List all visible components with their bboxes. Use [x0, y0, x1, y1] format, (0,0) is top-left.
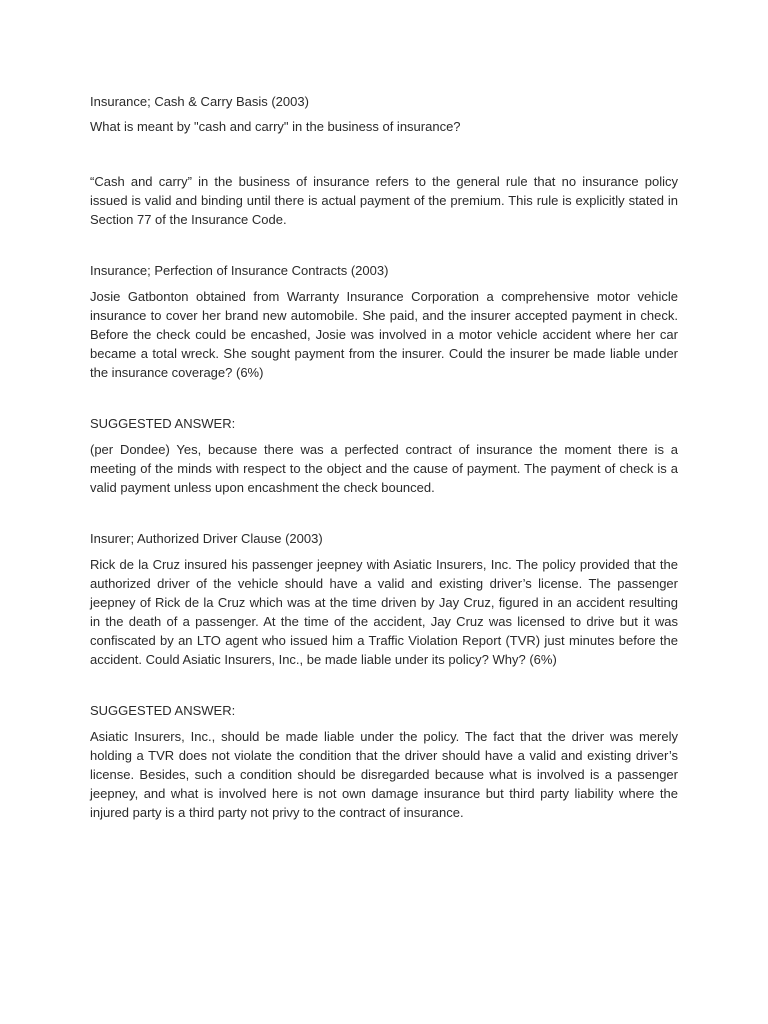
- section-heading: Insurance; Perfection of Insurance Contracts (2003): [90, 263, 389, 278]
- answer-text: Asiatic Insurers, Inc., should be made liable under the policy. The fact that the driver was merely holding a TVR does not violate the condition that the driver should have a valid and existing driver’s license. Besides, such a condition should be disregarded because what is involved is a passenger jeepney, and what is involved here is not own damage insurance but third party liability where the injured party is a third party not privy to the contract of insurance.: [90, 729, 678, 820]
- section-heading: Insurer; Authorized Driver Clause (2003): [90, 531, 323, 546]
- section-heading: Insurance; Cash & Carry Basis (2003): [90, 94, 309, 109]
- answer-text: (per Dondee) Yes, because there was a perfected contract of insurance the moment there is a meeting of the minds with respect to the object and the cause of payment. The payment of check is a valid payment unless upon encashment the check bounced.: [90, 442, 678, 495]
- question-text: Josie Gatbonton obtained from Warranty Insurance Corporation a comprehensive motor vehicle insurance to cover her brand new automobile. She paid, and the insurer accepted payment in check. Before the check could be encashed, Josie was involved in a motor vehicle accident where her car became a total wreck. She sought payment from the insurer. Could the insurer be made liable under the insurance coverage? (6%): [90, 289, 678, 380]
- suggested-answer-label: SUGGESTED ANSWER:: [90, 416, 236, 431]
- answer-text: “Cash and carry” in the business of insurance refers to the general rule that no insurance policy issued is valid and binding until there is actual payment of the premium. This rule is explicitly stated in Section 77 of the Insurance Code.: [90, 174, 678, 227]
- suggested-answer-label: SUGGESTED ANSWER:: [90, 703, 236, 718]
- document-body: [90, 92, 678, 822]
- question-text: What is meant by "cash and carry" in the business of insurance?: [90, 119, 461, 134]
- question-text: Rick de la Cruz insured his passenger jeepney with Asiatic Insurers, Inc. The policy provided that the authorized driver of the vehicle should have a valid and existing driver’s license. The passenger jeepney of Rick de la Cruz which was at the time driven by Jay Cruz, figured in an accident resulting in the death of a passenger. At the time of the accident, Jay Cruz was licensed to drive but it was confiscated by an LTO agent who issued him a Traffic Violation Report (TVR) just minutes before the accident. Could Asiatic Insurers, Inc., be made liable under its policy? Why? (6%): [90, 557, 678, 667]
